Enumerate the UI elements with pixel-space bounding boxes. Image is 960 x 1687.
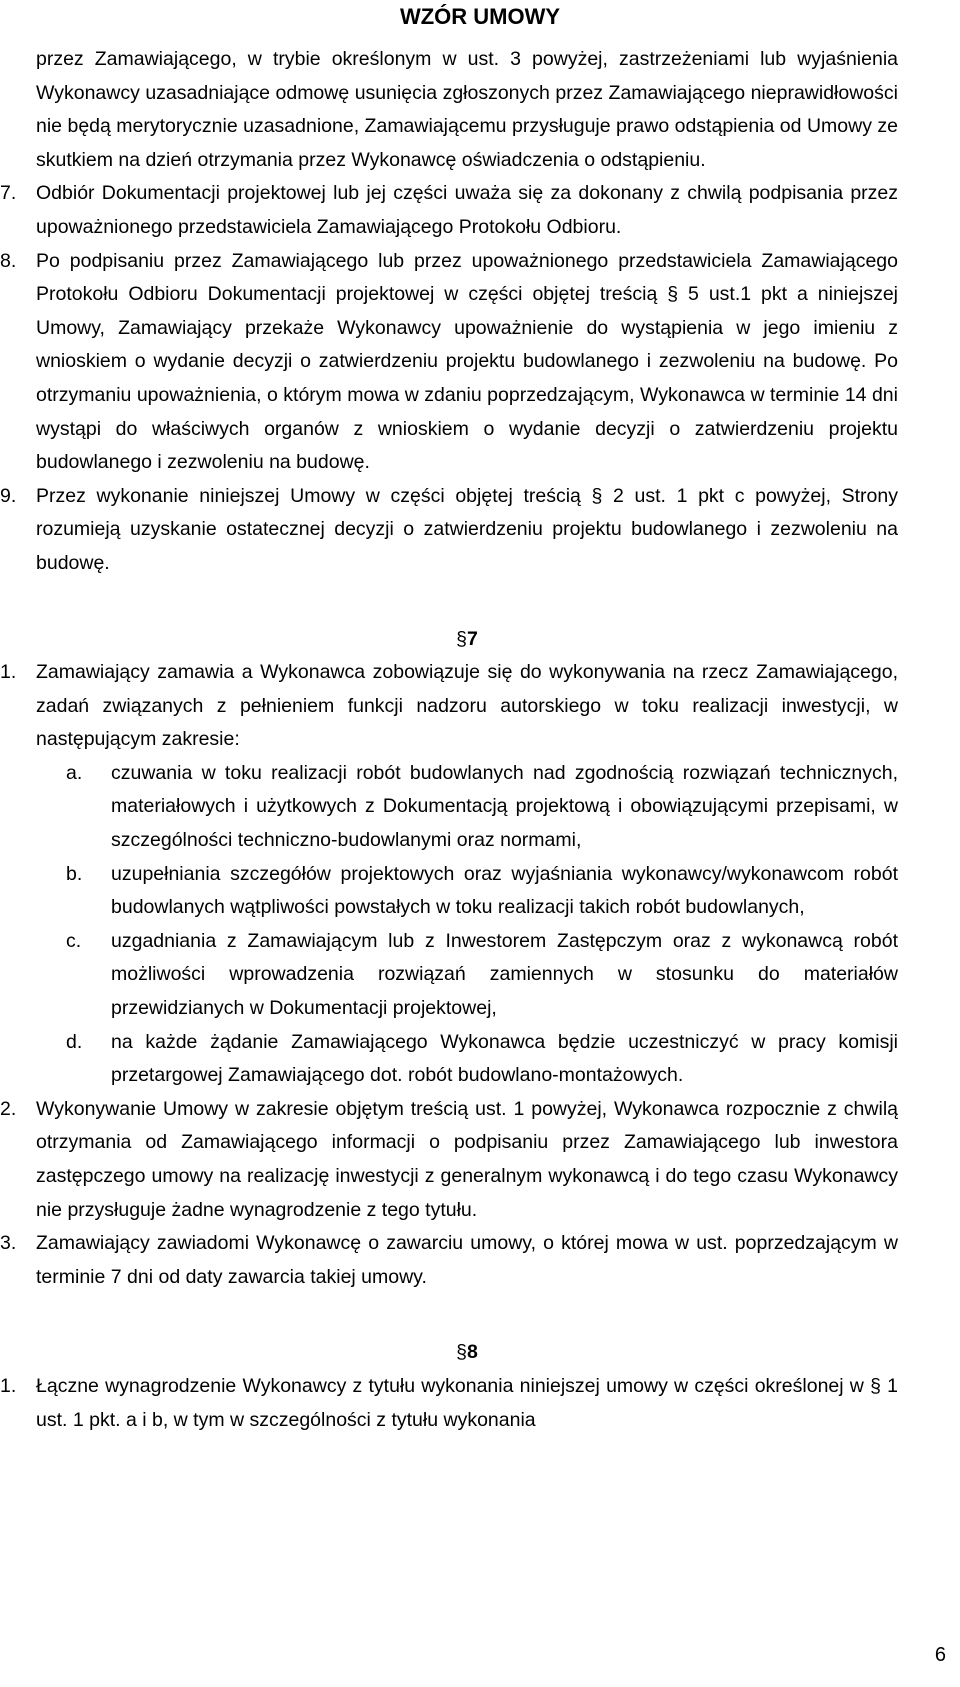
section-mark: § [456, 1341, 467, 1364]
list-item-number: 1. [0, 1374, 17, 1397]
list-item-text: Przez wykonanie niniejszej Umowy w części objętej treścią § 2 ust. 1 pkt c powyżej, Strony rozumieją uzyskanie ostatecznej decyzji o zatwierdzeniu projektu budowlanego i zezwoleniu na budowę. [36, 484, 898, 574]
page-number: 6 [934, 1644, 946, 1666]
section-mark: § [456, 627, 467, 650]
sub-item-b [66, 858, 898, 925]
sub-item-letter: d. [66, 1030, 83, 1053]
list-item-number: 3. [0, 1232, 17, 1255]
s7-list-item-2 [0, 1093, 898, 1227]
sub-item-text: uzgadniania z Zamawiającym lub z Inwestorem Zastępczym oraz z wykonawcą robót możliwości wprowadzenia rozwiązań zamiennych w stosunku do materiałów przewidzianych w Dokumentacji projektowej, [111, 929, 898, 1020]
list-item-text: Wykonywanie Umowy w zakresie objętym treścią ust. 1 powyżej, Wykonawca rozpocznie z chwilą otrzymania od Zamawiającego informacji o podpisaniu przez Zamawiającego lub inwestora zastępczego umowy na realizację inwestycji z generalnym wykonawcą i do tego czasu Wykonawcy nie przysługuje żadne wynagrodzenie z tego tytułu. [36, 1097, 898, 1221]
section-spacer [0, 581, 960, 623]
section-number: 8 [467, 1341, 478, 1364]
sub-item-text: na każde żądanie Zamawiającego Wykonawca będzie uczestniczyć w pracy komisji przetargowej Zamawiającego dot. robót budowlano-montażowych. [111, 1030, 898, 1087]
list-item-number: 2. [0, 1097, 17, 1120]
sub-item-a [66, 757, 898, 858]
list-item-text: Zamawiający zamawia a Wykonawca zobowiązuje się do wykonywania na rzecz Zamawiającego, zadań związanych z pełnieniem funkcji nadzoru autorskiego w toku realizacji inwestycji, w następującym zakresie: [36, 661, 898, 751]
document-body [0, 43, 960, 1437]
s8-list-item-1 [0, 1370, 898, 1437]
section-number: 7 [467, 627, 478, 650]
list-item-7 [0, 177, 898, 244]
sub-item-letter: b. [66, 862, 83, 885]
sub-item-text: uzupełniania szczegółów projektowych oraz wyjaśniania wykonawcy/wykonawcom robót budowlanych wątpliwości powstałych w toku realizacji takich robót budowlanych, [111, 862, 898, 919]
list-item-number: 8. [0, 249, 17, 272]
list-item-text: Zamawiający zawiadomi Wykonawcę o zawarciu umowy, o której mowa w ust. poprzedzającym w terminie 7 dni od daty zawarcia takiej umowy. [36, 1232, 898, 1288]
list-item-text: Odbiór Dokumentacji projektowej lub jej części uważa się za dokonany z chwilą podpisania przez upoważnionego przedstawiciela Zamawiającego Protokołu Odbioru. [36, 182, 898, 238]
document-title: WZÓR UMOWY [399, 4, 561, 29]
section-spacer [0, 1294, 960, 1336]
section-heading-7 [36, 623, 960, 657]
sub-item-d [66, 1026, 898, 1093]
list-item-text: Po podpisaniu przez Zamawiającego lub przez upoważnionego przedstawiciela Zamawiającego Protokołu Odbioru Dokumentacji projektowej w części objętej treścią § 5 ust.1 pkt a niniejszej Umowy, Zamawiający przekaże Wykonawcy upoważnienie do wystąpienia w jego imieniu z wnioskiem o wydanie decyzji o zatwierdzeniu projektu budowlanego i zezwoleniu na budowę. Po otrzymaniu upoważnienia, o którym mowa w zdaniu poprzedzającym, Wykonawca w terminie 14 dni wystąpi do właściwych organów z wnioskiem o wydanie decyzji o zatwierdzeniu projektu budowlanego i zezwoleniu na budowę. [36, 249, 898, 474]
sub-item-c [66, 925, 898, 1026]
list-item-number: 7. [0, 182, 17, 205]
list-item-number: 9. [0, 484, 17, 507]
list-item-text: Łączne wynagrodzenie Wykonawcy z tytułu wykonania niniejszej umowy w części określonej w § 1 ust. 1 pkt. a i b, w tym w szczególności z tytułu wykonania [36, 1374, 898, 1431]
list-item-number: 1. [0, 661, 17, 684]
list-item-8 [0, 245, 898, 480]
list-item-9 [0, 480, 898, 581]
s7-list-item-1 [0, 656, 898, 757]
sub-item-text: czuwania w toku realizacji robót budowlanych nad zgodnością rozwiązań technicznych, materiałowych i użytkowych z Dokumentacją projektową i obowiązującymi przepisami, w szczególności techniczno-budowlanymi oraz normami, [111, 761, 898, 852]
sub-item-letter: c. [66, 929, 82, 952]
intro-paragraph: przez Zamawiającego, w trybie określonym w ust. 3 powyżej, zastrzeżeniami lub wyjaśnienia Wykonawcy uzasadniające odmowę usunięcia zgłoszonych przez Zamawiającego nieprawidłowości nie będą merytorycznie uzasadnione, Zamawiającemu przysługuje prawo odstąpienia od Umowy ze skutkiem na dzień otrzymania przez Wykonawcę oświadczenia o odstąpieniu. [36, 48, 898, 171]
section-heading-8 [36, 1336, 960, 1370]
s7-list-item-3 [0, 1227, 898, 1294]
sub-item-letter: a. [66, 761, 83, 784]
